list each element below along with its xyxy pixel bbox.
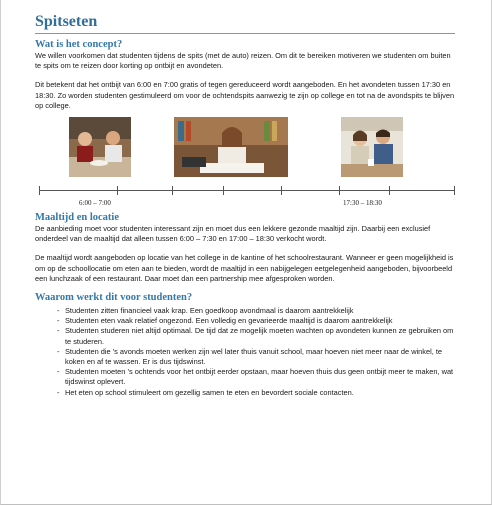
section-heading-why: Waarom werkt dit voor studenten? — [35, 292, 193, 304]
time-axis-tick — [389, 186, 390, 195]
bullet-dash: - — [57, 367, 60, 377]
section-heading-concept: Wat is het concept? — [35, 39, 123, 50]
section-heading-meal-location: Maaltijd en locatie — [35, 212, 119, 224]
students-coffee-photo — [341, 117, 403, 177]
time-axis-tick — [172, 186, 173, 195]
time-axis-line — [39, 190, 455, 191]
photo-strip — [35, 117, 455, 183]
list-item: - Studenten zitten financieel vaak krap. Een goedkoop avondmaal is daarom aantrekkelijk — [57, 306, 354, 316]
document-content — [35, 12, 455, 398]
meal-paragraph-1: De aanbieding moet voor studenten interessant zijn en moet dus een lekkere gezonde maaltijd zijn. Daarbij een exclusief onderdeel van de maaltijd dat alleen tussen 6:00 – 7:30 en 17:00 – 18:30 verkocht wordt. — [35, 224, 431, 244]
bullet-dash: - — [57, 316, 60, 326]
list-item: - Studenten die ’s avonds moeten werken zijn wel later thuis vanuit school, maar hoeven niet meer naar de winkel, te koken en af te wassen. Er is dus tijdswinst. — [57, 346, 442, 367]
time-axis — [35, 183, 455, 211]
meal-paragraph-2: De maaltijd wordt aangeboden op locatie van het college in de kantine of het schoolrestaurant. Wanneer er geen mogelijkheid is om op de schoollocatie om eten aan te bieden, wordt de maaltijd in een nabijgelegen eetgelegenheid aangeboden, bijvoorbeeld een lunchzaak of een restaurant. Daar moet dan een partnership mee afgesproken worden. — [35, 253, 454, 283]
bullet-dash: - — [57, 326, 60, 336]
time-axis-tick — [339, 186, 340, 195]
time-axis-tick — [39, 186, 40, 195]
list-item: - Studenten moeten ’s ochtends voor het ontbijt eerder opstaan, maar hoeven thuis dus geen ontbijt meer te maken, wat tijdswinst oplevert. — [57, 367, 454, 387]
list-item: - Het eten op school stimuleert om gezellig samen te eten en bevordert sociale contacten. — [57, 387, 354, 397]
time-axis-tick — [223, 186, 224, 195]
bullet-dash: - — [57, 387, 60, 397]
time-axis-tick — [281, 186, 282, 195]
time-axis-tick — [454, 186, 455, 195]
reasons-list — [35, 306, 455, 398]
document-title: Spitseten — [35, 13, 98, 30]
bullet-dash: - — [57, 306, 60, 316]
title-underline — [35, 33, 455, 34]
concept-paragraph-1: We willen voorkomen dat studenten tijdens de spits (met de auto) reizen. Om dit te bereiken motiveren we studenten om buiten te spits om te reizen door korting op ontbijt en avondeten. — [35, 51, 451, 71]
list-item: - Studenten studeren niet altijd optimaal. De tijd dat ze mogelijk moeten wachten op avondeten kunnen ze gebruiken om te studeren. — [57, 326, 454, 346]
morning-time-label: 6:00 – 7:00 — [79, 199, 111, 208]
concept-paragraph-2: Dit betekent dat het ontbijt van 6:00 en 7:00 gratis of tegen gereduceerd wordt aangeboden. En het avondeten tussen 17:30 en 18:30. Zo worden studenten gestimuleerd om voor de ochtendspits aanwezig te zijn op college en tot na de avondspits te blijven op college. — [35, 80, 455, 110]
list-item: - Studenten eten vaak relatief ongezond. Een volledig en gevarieerde maaltijd is daarom aantrekkelijk — [57, 316, 393, 326]
student-studying-photo — [174, 117, 288, 177]
evening-time-label: 17:30 – 18:30 — [343, 199, 382, 208]
bullet-dash: - — [57, 346, 60, 356]
time-axis-tick — [117, 186, 118, 195]
students-eating-photo — [69, 117, 131, 177]
